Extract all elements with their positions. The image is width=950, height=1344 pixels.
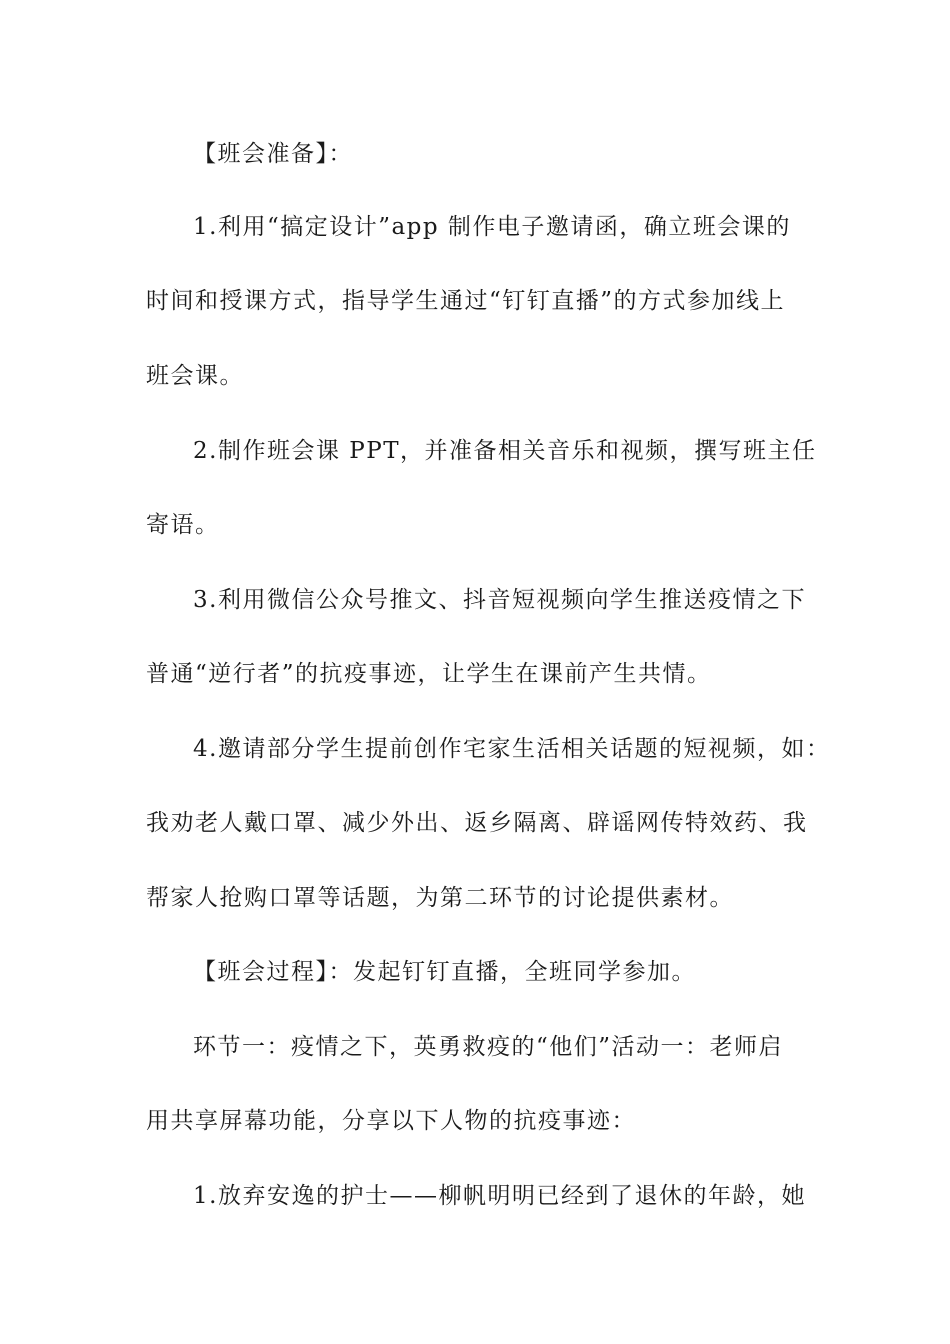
paragraph-line: 2.制作班会课 PPT，并准备相关音乐和视频，撰写班主任 xyxy=(193,438,817,464)
section-heading-process: 【班会过程】：发起钉钉直播，全班同学参加。 xyxy=(193,959,696,985)
paragraph-line: 寄语。 xyxy=(146,512,220,538)
section-heading-preparation: 【班会准备】： xyxy=(193,141,353,167)
paragraph-line: 4.邀请部分学生提前创作宅家生活相关话题的短视频，如： xyxy=(193,736,831,762)
paragraph-line: 普通“逆行者”的抗疫事迹，让学生在课前产生共情。 xyxy=(146,661,712,687)
paragraph-line: 1.利用“搞定设计”app 制作电子邀请函，确立班会课的 xyxy=(193,214,791,240)
paragraph-line: 班会课。 xyxy=(146,363,244,389)
paragraph-line: 1.放弃安逸的护士——柳帆明明已经到了退休的年龄，她 xyxy=(193,1183,806,1209)
paragraph-line: 我劝老人戴口罩、减少外出、返乡隔离、辟谣网传特效药、我 xyxy=(146,810,808,836)
paragraph-line: 3.利用微信公众号推文、抖音短视频向学生推送疫情之下 xyxy=(193,587,806,613)
paragraph-line: 用共享屏幕功能，分享以下人物的抗疫事迹： xyxy=(146,1108,636,1134)
paragraph-line: 环节一：疫情之下，英勇救疫的“他们”活动一：老师启 xyxy=(193,1034,784,1060)
paragraph-line: 时间和授课方式，指导学生通过“钉钉直播”的方式参加线上 xyxy=(146,288,786,314)
paragraph-line: 帮家人抢购口罩等话题，为第二环节的讨论提供素材。 xyxy=(146,885,734,911)
